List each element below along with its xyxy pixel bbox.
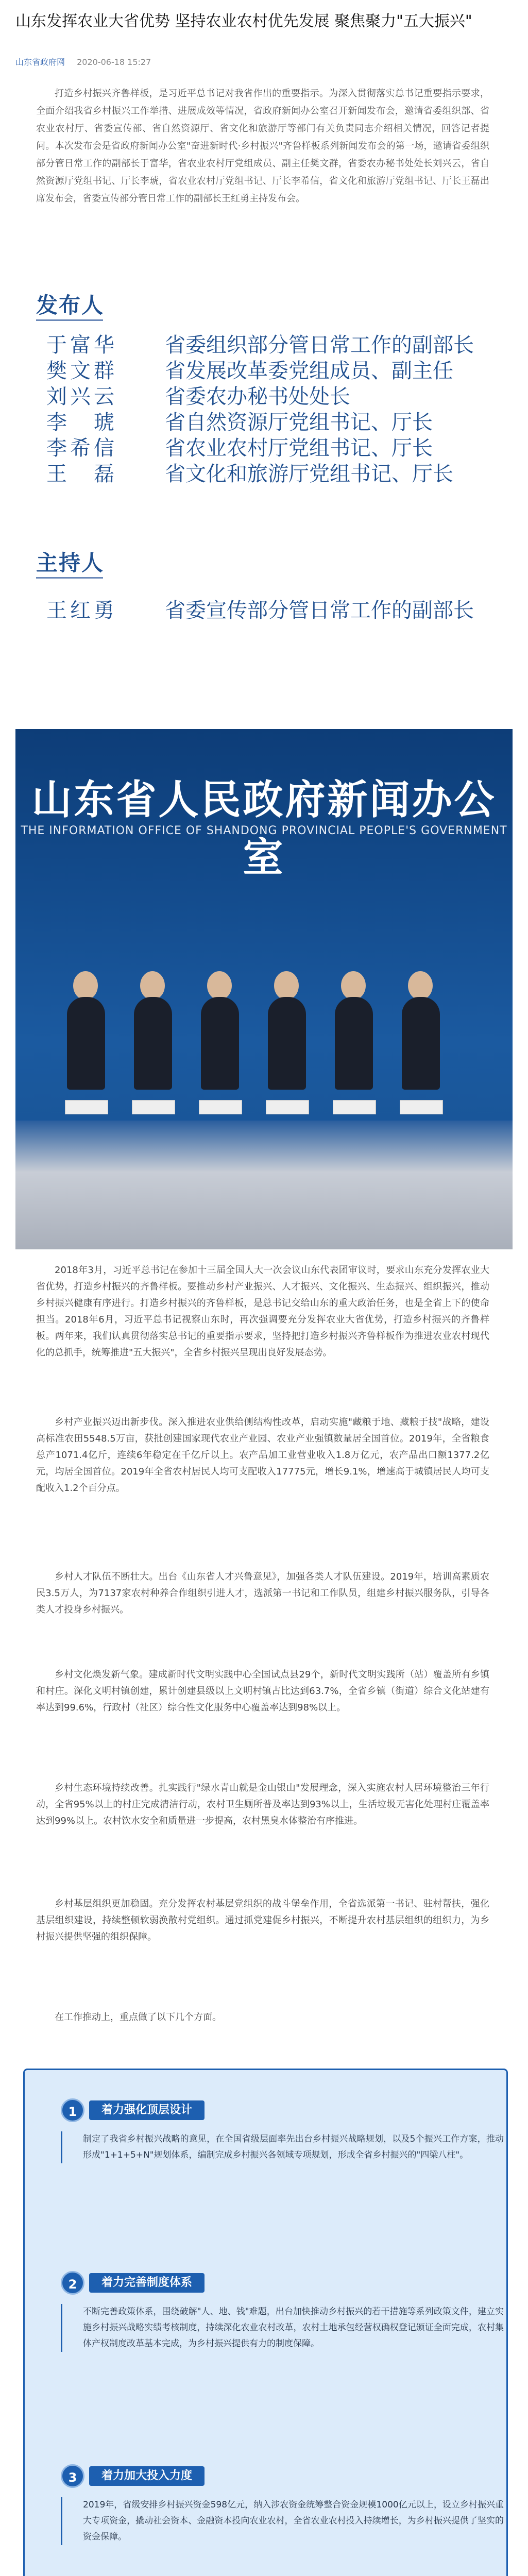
- speaker-figure: [402, 997, 440, 1090]
- name-plate: [400, 1100, 443, 1114]
- body-paragraph: 在工作推动上，重点做了以下几个方面。: [55, 2012, 222, 2023]
- article-intro: 打造乡村振兴齐鲁样板，是习近平总书记对我省作出的重要指示。为深入贯彻落实总书记重要指示要求，全面介绍我省乡村振兴工作举措、进展成效等情况，省政府新闻办公室召开新闻发布会，邀请省委组织部、省农业农村厅、省委宣传部、省自然资源厅、省文化和旅游厅等部门有关负责同志介绍相关情况，回答记者提问。本次发布会是省政府新闻办公室"奋进新时代·乡村振兴"齐鲁样板系列新闻发布会的第一场，邀请省委组织部分管日常工作的副部长于富华，省农业农村厅党组成员、副主任樊文群，省委农办秘书处处长刘兴云，省自然资源厅党组书记、厅长李琥，省农业农村厅党组书记、厅长李希信，省文化和旅游厅党组书记、厅长王磊出席发布会，省委宣传部分管日常工作的副部长王红勇主持发布会。: [36, 88, 489, 204]
- name-plate: [65, 1100, 108, 1114]
- speaker-figure: [268, 997, 306, 1090]
- publisher-role: 省委农办秘书处处长: [165, 385, 350, 409]
- publisher-role: 省文化和旅游厅党组书记、厅长: [165, 462, 453, 486]
- publisher-name: 李希信: [46, 436, 117, 460]
- publisher-row: [46, 461, 489, 487]
- host-heading: [36, 546, 104, 577]
- work-item-number: 1: [61, 2098, 84, 2122]
- work-measures-panel: [23, 2069, 508, 2576]
- hero-title-cn: 山东省人民政府新闻办公室: [31, 776, 497, 881]
- work-item-number: 2: [61, 2271, 84, 2295]
- article-headline: 山东发挥农业大省优势 坚持农业农村优先发展 聚焦聚力"五大振兴": [15, 12, 472, 30]
- work-item-number: 3: [61, 2464, 84, 2488]
- work-item-header: [61, 2271, 504, 2295]
- publisher-row: [46, 435, 489, 461]
- publisher-row: [46, 384, 489, 410]
- work-item-text: 制定了我省乡村振兴战略的意见，在全国省级层面率先出台乡村振兴战略规划，以及5个振兴工作方案，推动形成"1+1+5+N"规划体系，编制完成乡村振兴各领域专项规划，形成全省乡村振兴的"四梁八柱"。: [61, 2131, 504, 2163]
- name-plate: [333, 1100, 376, 1114]
- body-paragraph: 乡村产业振兴迈出新步伐。深入推进农业供给侧结构性改革，启动实施"藏粮于地、藏粮于技"战略，建设高标准农田5548.5万亩，获批创建国家现代农业产业园、农业产业强镇数量居全国首位。2019年，全省粮食总产1071.4亿斤，连续6年稳定在千亿斤以上。农产品加工业营业收入1.8万亿元，农产品出口额1377.2亿元，均居全国首位。2019年全省农村居民人均可支配收入17775元，增长9.1%，增速高于城镇居民人均可支配收入1.2个百分点。: [36, 1417, 489, 1494]
- publisher-name: 李 琥: [46, 411, 117, 434]
- body-paragraph: 2018年3月，习近平总书记在参加十三届全国人大一次会议山东代表团审议时，要求山东充分发挥农业大省优势，打造乡村振兴的齐鲁样板。要推动乡村产业振兴、人才振兴、文化振兴、生态振兴、组织振兴，推动乡村振兴健康有序进行。打造乡村振兴的齐鲁样板，是总书记交给山东的重大政治任务，也是全省上下的使命担当。2018年6月，习近平总书记视察山东时，再次强调要充分发挥农业大省优势，打造乡村振兴的齐鲁样板。两年来，我们认真贯彻落实总书记的重要指示要求，坚持把打造乡村振兴齐鲁样板作为推进农业农村现代化的总抓手，统筹推进"五大振兴"，全省乡村振兴呈现出良好发展态势。: [36, 1265, 489, 1358]
- host-name: 王红勇: [46, 599, 117, 622]
- work-item-text: 不断完善政策体系，围绕破解"人、地、钱"难题，出台加快推动乡村振兴的若干措施等系列政策文件，建立实施乡村振兴战略实绩考核制度，持续深化农业农村改革，农村土地承包经营权确权登记颁证全面完成，农村集体产权制度改革基本完成，为乡村振兴提供有力的制度保障。: [61, 2304, 504, 2352]
- publisher-role: 省委组织部分管日常工作的副部长: [165, 333, 474, 357]
- name-plate: [266, 1100, 309, 1114]
- work-item: [61, 2271, 504, 2352]
- speaker-figure: [201, 997, 239, 1090]
- article-datetime: 2020-06-18 15:27: [77, 57, 151, 67]
- publisher-row: [46, 410, 489, 435]
- speaker-head: [408, 971, 433, 1000]
- speaker-head: [73, 971, 98, 1000]
- body-paragraph: 乡村人才队伍不断壮大。出台《山东省人才兴鲁意见》，加强各类人才队伍建设。2019年，培训高素质农民3.5万人，为7137家农村种养合作组织引进人才，选派第一书记和工作队员，组建乡村振兴服务队，引导各类人才投身乡村振兴。: [36, 1571, 489, 1615]
- publisher-name: 于富华: [46, 333, 117, 357]
- speaker-figure: [335, 997, 373, 1090]
- work-item-title: 着力加大投入力度: [89, 2466, 205, 2486]
- publisher-name: 刘兴云: [46, 385, 117, 409]
- host-heading-underline: [36, 577, 103, 579]
- host-heading-text: 主持人: [36, 550, 105, 575]
- work-item: [61, 2098, 504, 2163]
- publisher-name: 王 磊: [46, 462, 117, 486]
- work-item-text: 2019年，省级安排乡村振兴资金598亿元，纳入涉农资金统筹整合资金规模1000亿元以上，设立乡村振兴重大专项资金，撬动社会资本、金融资本投向农业农村，全省农业农村投入持续增长，为乡村振兴提供了坚实的资金保障。: [61, 2497, 504, 2545]
- publisher-role: 省发展改革委党组成员、副主任: [165, 359, 453, 383]
- publishers-heading-underline: [36, 319, 103, 321]
- speaker-head: [274, 971, 299, 1000]
- speaker-figure: [134, 997, 172, 1090]
- body-paragraph: 乡村文化焕发新气象。建成新时代文明实践中心全国试点县29个，新时代文明实践所（站）覆盖所有乡镇和村庄。深化文明村镇创建，累计创建县级以上文明村镇占比达到63.7%，全省乡镇（街道）综合文化站建有率达到99.6%，行政村（社区）综合性文化服务中心覆盖率达到98%以上。: [36, 1669, 489, 1713]
- publisher-row: [46, 332, 489, 358]
- publishers-list: [46, 332, 489, 487]
- publisher-name: 樊文群: [46, 359, 117, 383]
- publisher-role: 省农业农村厅党组书记、厅长: [165, 436, 433, 460]
- publishers-heading: [36, 289, 104, 319]
- press-conference-photo: [15, 729, 513, 1249]
- speaker-head: [341, 971, 366, 1000]
- conference-table: [15, 1121, 513, 1249]
- speaker-head: [207, 971, 232, 1000]
- speaker-figure: [67, 997, 105, 1090]
- name-plate: [199, 1100, 242, 1114]
- host-role: 省委宣传部分管日常工作的副部长: [165, 599, 474, 622]
- work-item-header: [61, 2464, 504, 2488]
- work-item-header: [61, 2098, 504, 2122]
- publisher-role: 省自然资源厅党组书记、厅长: [165, 411, 433, 434]
- host-row: [46, 598, 474, 623]
- name-plate: [132, 1100, 175, 1114]
- speaker-head: [140, 971, 165, 1000]
- work-item: [61, 2464, 504, 2545]
- work-item-title: 着力强化顶层设计: [89, 2100, 205, 2120]
- body-paragraph: 乡村生态环境持续改善。扎实践行"绿水青山就是金山银山"发展理念，深入实施农村人居环境整治三年行动，全省95%以上的村庄完成清洁行动，农村卫生厕所普及率达到93%以上，生活垃圾无害化处理村庄覆盖率达到99%以上。农村饮水安全和质量进一步提高，农村黑臭水体整治有序推进。: [36, 1783, 489, 1826]
- work-item-title: 着力完善制度体系: [89, 2273, 205, 2293]
- hero-title-en: THE INFORMATION OFFICE OF SHANDONG PROVINCIAL PEOPLE'S GOVERNMENT: [21, 824, 507, 837]
- publisher-row: [46, 358, 489, 384]
- article-meta: [15, 56, 151, 67]
- publishers-heading-text: 发布人: [36, 293, 105, 318]
- body-paragraph: 乡村基层组织更加稳固。充分发挥农村基层党组织的战斗堡垒作用，全省选派第一书记、驻村帮扶，强化基层组织建设，持续整顿软弱涣散村党组织。通过抓党建促乡村振兴，不断提升农村基层组织的组织力，为乡村振兴提供坚强的组织保障。: [36, 1899, 489, 1942]
- article-source-link[interactable]: 山东省政府网: [15, 57, 65, 67]
